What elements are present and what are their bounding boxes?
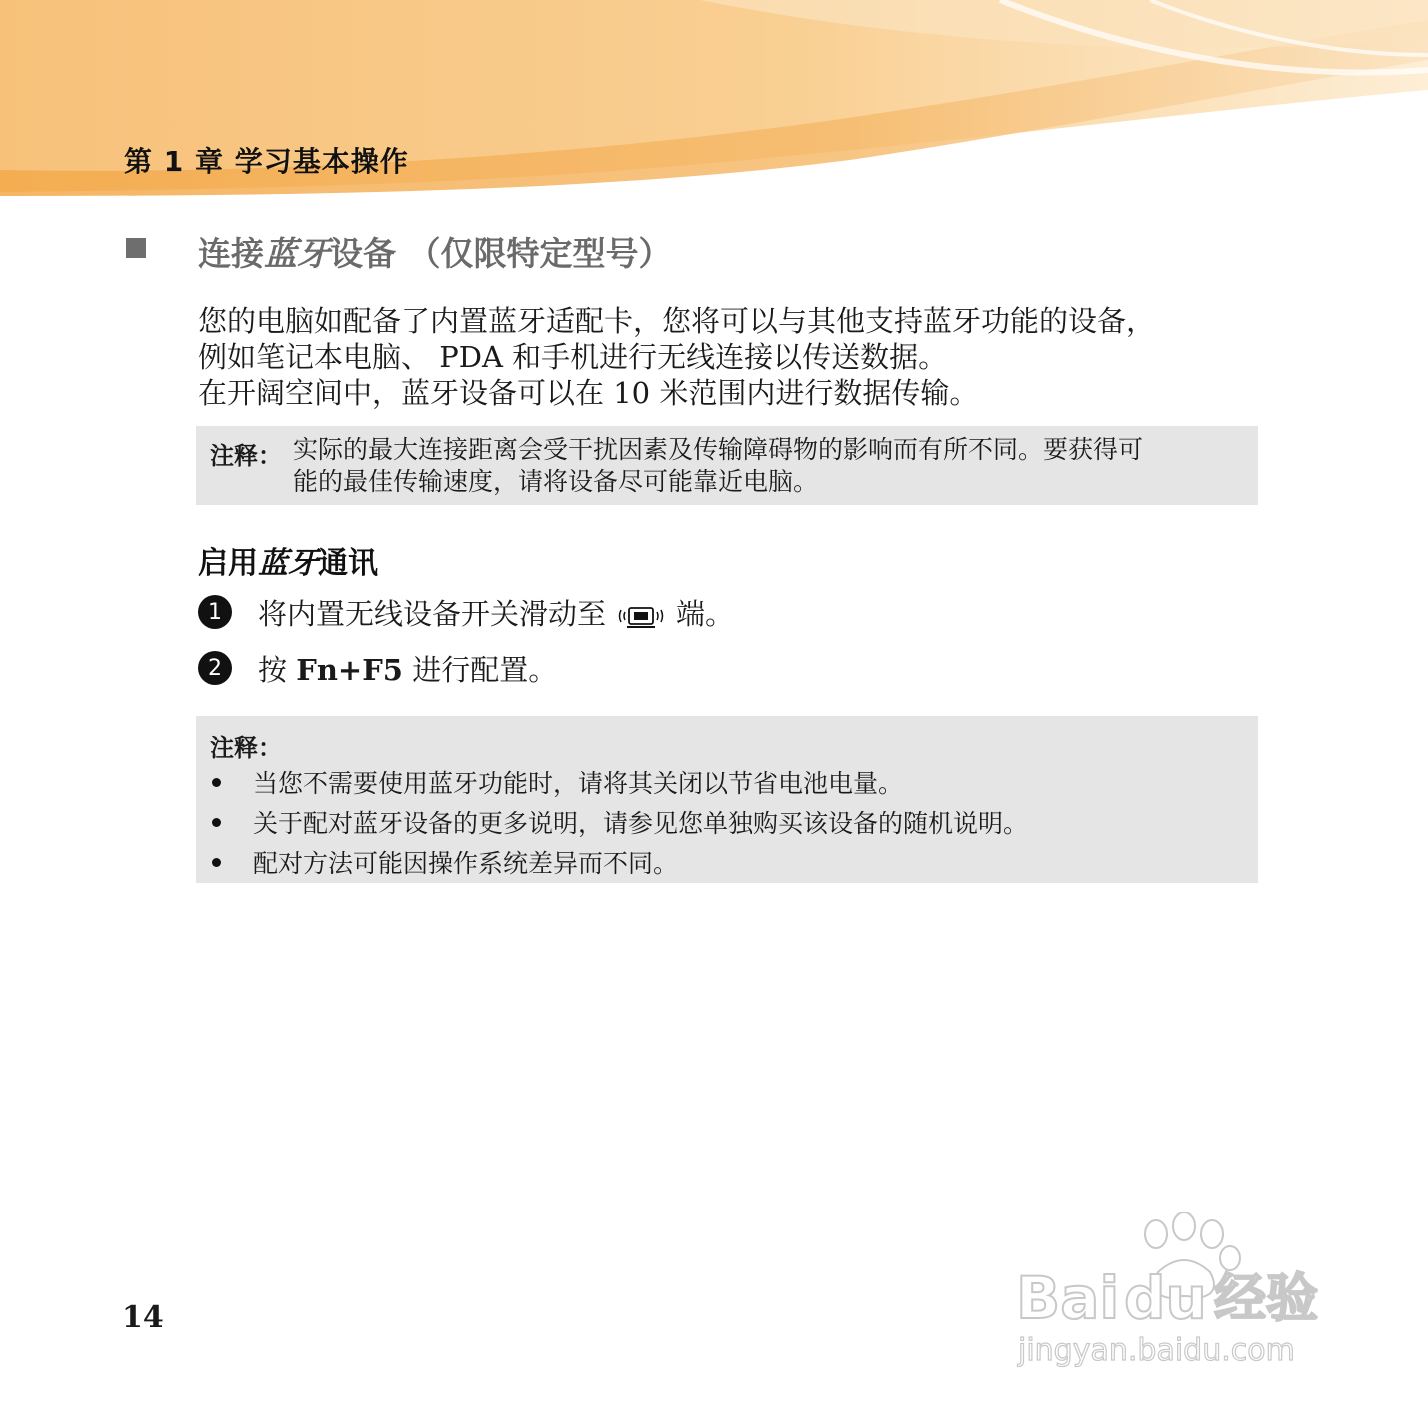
section-title-prefix: 连接 [198,234,264,273]
page-number: 14 [122,1300,164,1335]
step-text-before: 将内置无线设备开关滑动至 [258,596,607,631]
section-title-italic: 蓝牙 [264,234,330,273]
subsection-title-suffix: 通讯 [318,546,378,581]
list-item [210,842,1028,882]
list-item-text: 配对方法可能因操作系统差异而不同。 [253,849,679,878]
section-title-suffix: 设备 （仅限特定型号） [330,234,672,273]
step-2 [198,648,557,688]
step-text-after: 端。 [676,596,735,631]
bullet-icon [212,818,221,827]
section-bullet-icon [126,238,146,258]
key-combo: Fn+F5 [296,652,403,687]
step-number-1: 1 [198,595,232,629]
subsection-title [198,538,378,582]
svg-text:jingyan.baidu.com: jingyan.baidu.com [1018,1333,1295,1368]
note-box-pairing [196,716,1258,883]
note-line: 实际的最大连接距离会受干扰因素及传输障碍物的影响而有所不同。要获得可 [293,435,1144,464]
chapter-title: 第 1 章 学习基本操作 [124,145,409,178]
step-number-2: 2 [198,651,232,685]
step-text-before: 按 [258,652,288,687]
svg-text:du: du [1124,1264,1207,1332]
step-text [258,592,734,633]
section-title [198,228,672,275]
intro-line: 在开阔空间中，蓝牙设备可以在 10 米范围内进行数据传输。 [198,376,979,410]
svg-text:Bai: Bai [1016,1264,1120,1332]
subsection-title-italic: 蓝牙 [258,546,318,581]
baidu-jingyan-watermark-logo [1008,1212,1348,1372]
intro-line: 您的电脑如配备了内置蓝牙适配卡，您将可以与其他支持蓝牙功能的设备， [198,304,1156,338]
list-item [210,802,1028,842]
list-item-text: 当您不需要使用蓝牙功能时，请将其关闭以节省电池电量。 [253,769,904,798]
note-list [210,762,1028,882]
step-text [258,648,557,689]
svg-text:经验: 经验 [1214,1269,1319,1329]
intro-paragraph [198,303,1278,411]
intro-line: 例如笔记本电脑、 PDA 和手机进行无线连接以传送数据。 [198,340,948,374]
step-text-after: 进行配置。 [412,652,558,687]
note-label: 注释： [210,442,282,470]
note-label: 注释： [210,734,282,762]
bullet-icon [212,858,221,867]
list-item-text: 关于配对蓝牙设备的更多说明，请参见您单独购买该设备的随机说明。 [253,809,1029,838]
subsection-title-prefix: 启用 [198,546,258,581]
note-line: 能的最佳传输速度，请将设备尽可能靠近电脑。 [293,467,819,496]
step-1 [198,592,734,632]
note-text [293,434,1253,498]
wireless-switch-on-icon [616,601,666,631]
list-item [210,762,1028,802]
note-box-range [196,426,1258,505]
bullet-icon [212,778,221,787]
